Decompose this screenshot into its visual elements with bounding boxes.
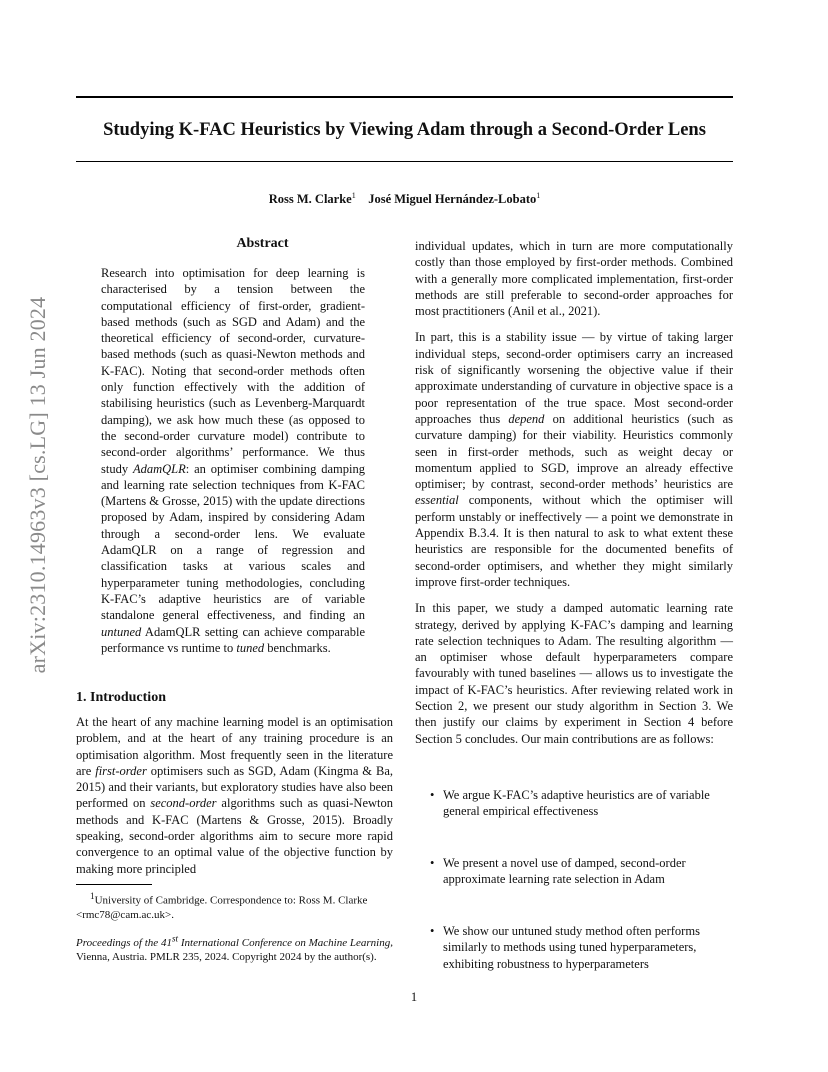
title-top-rule <box>76 96 733 98</box>
abstract-text: Research into optimisation for deep learning is characterised by a tension between the computational efficiency of first-order, gradient-based methods (such as SGD and Adam) and the theoretical efficiency of second-order, curvature-based methods (such as quasi-Newton methods and K-FAC). Noting that second-order methods often only function effectively with the addition of stabilising heuristics (such as Levenberg-Marquardt damping), we ask how much these (as opposed to the second-order curvature model) contribute to second-order algorithms’ performance. We thus study AdamQLR: an optimiser combining damping and learning rate selection techniques from K-FAC (Martens & Grosse, 2015) with the update directions proposed by Adam, inspired by considering Adam through a second-order lens. We evaluate AdamQLR on a range of regression and classification tasks at various scales and hyperparameter tuning methodologies, concluding K-FAC’s adaptive heuristics are of variable standalone general effectiveness, and finding an untuned AdamQLR setting can achieve comparable performance vs runtime to tuned benchmarks. <box>101 266 366 655</box>
paragraph: individual updates, which in turn are more computationally costly than those employed by first-order methods. Combined with a generally more complicated implementation, first-order methods are still preferable to second-order approaches for most practitioners (Anil et al., 2021). <box>415 239 733 319</box>
author-name: José Miguel Hernández-Lobato <box>368 192 537 207</box>
list-item: • We show our untuned study method often performs similarly to methods using tuned hyperparameters, exhibiting robustness to hyperparameters <box>430 924 700 971</box>
author-affiliation-mark: 1 <box>536 191 541 200</box>
paragraph: In this paper, we study a damped automatic learning rate strategy, derived by applying K-FAC’s damping and learning rate selection techniques to Adam. The resulting algorithm — an optimiser whose default hyperparameters compare favourably with tuned baselines — allows us to investigate the impact of K-FAC’s heuristics. After reviewing related work in Section 2, we present our study algorithm in Section 3. We then justify our claims by experiment in Section 4 before Section 5 concludes. Our main contributions are as follows: <box>415 601 733 746</box>
author-list <box>76 191 733 207</box>
paragraph: In part, this is a stability issue — by virtue of taking larger individual steps, second-order optimisers carry an increased risk of significantly worsening the objective value if their approximate understanding of curvature in objective space is a poor representation of the true space. Most second-order approaches thus depend on additional heuristics (such as curvature damping) for their viability. Heuristics commonly seen in first-order methods, such as weight decay or momentum applied to SGD, improve an already effective optimiser; by contrast, second-order methods’ heuristics are essential components, without which the optimiser will perform unstably or ineffectively — a point we demonstrate in Appendix B.3.4. It is then natural to ask to what extent these heuristics are responsible for the documented benefits of second-order optimisers, and whether they might similarly improve first-order techniques. <box>415 330 733 589</box>
section-heading-introduction: 1. Introduction <box>76 690 166 705</box>
bullet-icon: • <box>430 924 435 938</box>
bullet-icon: • <box>430 788 435 802</box>
arxiv-stamp: arXiv:2310.14963v3 [cs.LG] 13 Jun 2024 <box>25 296 50 674</box>
page-number: 1 <box>410 990 418 1004</box>
introduction-text: At the heart of any machine learning model is an optimisation problem, and at the heart of any training procedure is an optimisation algorithm. Most frequently seen in the literature are first-order optimisers such as SGD, Adam (Kingma & Ba, 2015) and their variants, but exploratory studies have also been performed on second-order algorithms such as quasi-Newton methods and K-FAC (Martens & Grosse, 2015). Broadly speaking, second-order algorithms aim to secure more rapid convergence to an optimal value of the objective function by making more principled <box>76 715 393 876</box>
proceedings-note: Proceedings of the 41st International Conference on Machine Learning, Vienna, Austria. PMLR 235, 2024. Copyright 2024 by the author(s). <box>76 933 393 964</box>
author-name: Ross M. Clarke <box>268 192 352 207</box>
arxiv-sidebar <box>20 290 56 680</box>
right-column-text <box>415 238 733 747</box>
bullet-icon: • <box>430 856 435 870</box>
title-bottom-rule <box>76 161 733 162</box>
footnote-mark: 1 <box>90 891 95 901</box>
paper-title: Studying K-FAC Heuristics by Viewing Adam through a Second-Order Lens <box>103 120 706 140</box>
list-item: • We present a novel use of damped, second-order approximate learning rate selection in Adam <box>430 856 686 887</box>
author-affiliation-mark: 1 <box>351 191 356 200</box>
abstract-heading: Abstract <box>236 236 289 251</box>
footnote: $^1$University of Cambridge. Correspondence to: Ross M. Clarke <rmc78@cam.ac.uk>. <box>76 891 368 922</box>
list-item: • We argue K-FAC’s adaptive heuristics are of variable general empirical effectiveness <box>430 788 710 819</box>
footnote-rule <box>76 884 152 885</box>
